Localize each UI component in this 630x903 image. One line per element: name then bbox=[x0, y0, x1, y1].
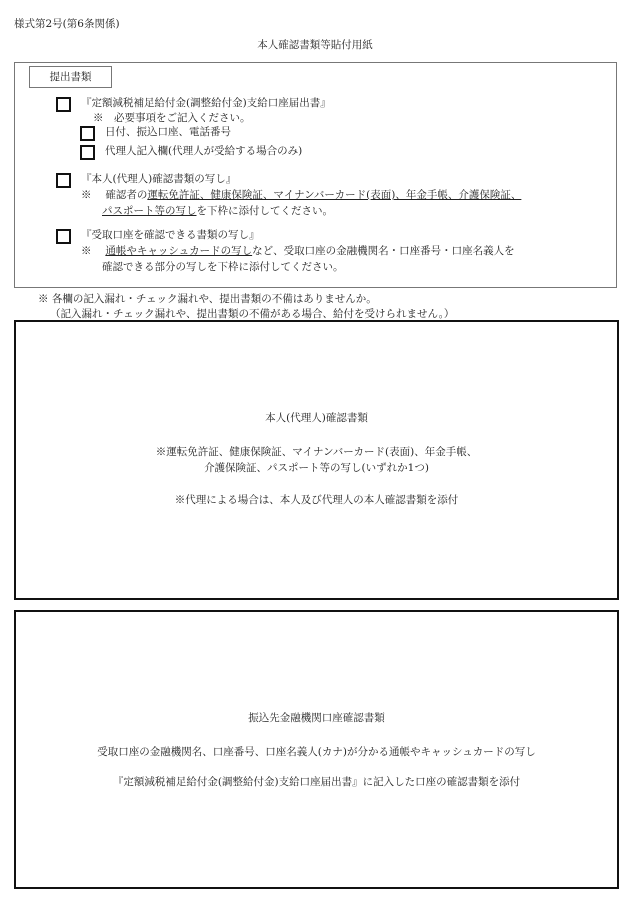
item-note: ※ 確認者の運転免許証、健康保険証、マイナンバーカード(表面)、年金手帳、介護保険証、 bbox=[81, 189, 522, 201]
item-title: 『本人(代理人)確認書類の写し』 bbox=[81, 173, 237, 185]
id-box-heading: 本人(代理人)確認書類 bbox=[265, 412, 368, 424]
id-document-attach-area[interactable] bbox=[14, 320, 619, 600]
checkbox-application-form[interactable] bbox=[56, 97, 71, 112]
page-title: 本人確認書類等貼付用紙 bbox=[257, 39, 373, 51]
id-box-line2: 介護保険証、パスポート等の写し(いずれか1つ) bbox=[204, 462, 429, 474]
bank-box-heading: 振込先金融機関口座確認書類 bbox=[248, 712, 385, 724]
item-title: 『受取口座を確認できる書類の写し』 bbox=[81, 229, 260, 241]
checkbox-id-copy[interactable] bbox=[56, 173, 71, 188]
checkbox-date-account-phone[interactable] bbox=[80, 126, 95, 141]
item-note-line2: 確認できる部分の写しを下枠に添付してください。 bbox=[102, 261, 344, 273]
submission-section bbox=[14, 62, 617, 288]
form-number: 様式第2号(第6条関係) bbox=[14, 18, 120, 30]
id-box-line3: ※代理による場合は、本人及び代理人の本人確認書類を添付 bbox=[174, 494, 459, 506]
id-box-line1: ※運転免許証、健康保険証、マイナンバーカード(表面)、年金手帳、 bbox=[155, 446, 478, 458]
item-note-line2: パスポート等の写しを下枠に添付してください。 bbox=[102, 205, 333, 217]
bank-box-line2: 『定額減税補足給付金(調整給付金)支給口座届出書』に記入した口座の確認書類を添付 bbox=[112, 776, 521, 788]
warning-line2: （記入漏れ・チェック漏れや、提出書類の不備がある場合、給付を受けられません。） bbox=[50, 308, 455, 320]
checkbox-agent-field[interactable] bbox=[80, 145, 95, 160]
bank-box-line1: 受取口座の金融機関名、口座番号、口座名義人(カナ)が分かる通帳やキャッシュカードの写し bbox=[97, 746, 536, 758]
item-title: 『定額減税補足給付金(調整給付金)支給口座届出書』 bbox=[81, 97, 331, 109]
checkbox-bank-copy[interactable] bbox=[56, 229, 71, 244]
subitem-label: 日付、振込口座、電話番号 bbox=[105, 126, 231, 138]
item-note: ※ 通帳やキャッシュカードの写しなど、受取口座の金融機関名・口座番号・口座名義人を bbox=[81, 245, 515, 257]
subitem-label: 代理人記入欄(代理人が受給する場合のみ) bbox=[105, 145, 303, 157]
bank-document-attach-area[interactable] bbox=[14, 610, 619, 889]
submission-label: 提出書類 bbox=[29, 66, 112, 88]
warning-line1: ※ 各欄の記入漏れ・チェック漏れや、提出書類の不備はありませんか。 bbox=[38, 293, 377, 305]
item-note: ※ 必要事項をご記入ください。 bbox=[93, 112, 251, 124]
